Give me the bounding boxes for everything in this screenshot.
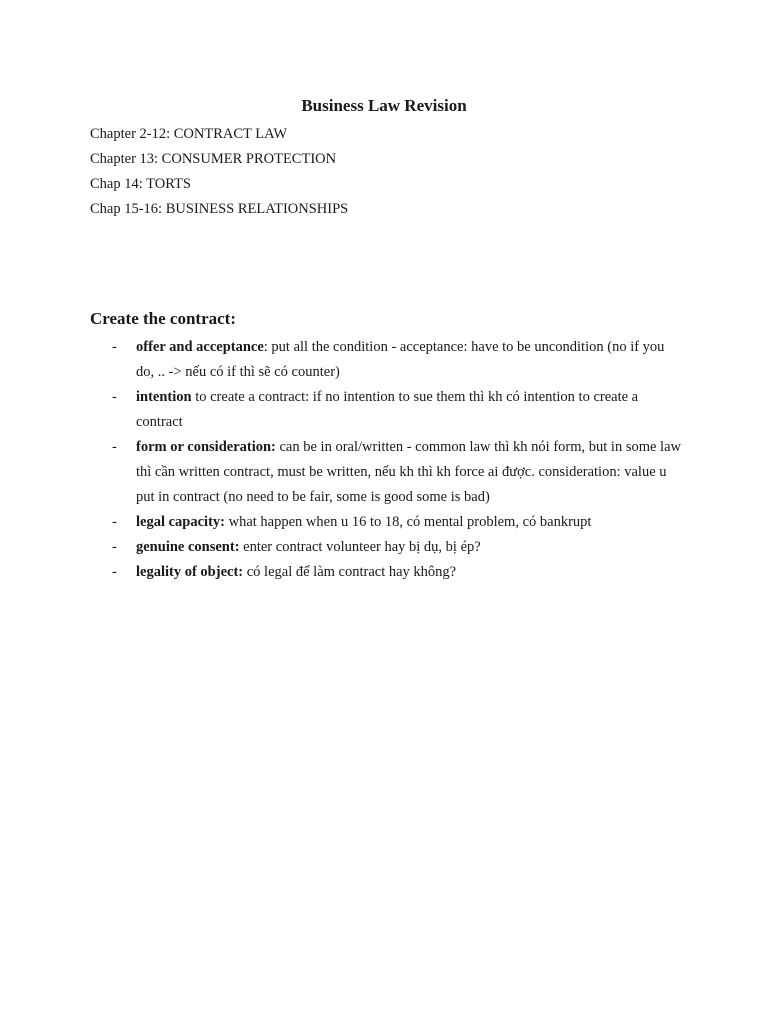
- list-item: [90, 535, 682, 560]
- chapter-line: Chap 14: TORTS: [90, 176, 191, 192]
- dash-bullet: -: [112, 339, 117, 355]
- section-heading: Create the contract:: [90, 309, 237, 328]
- chapter-line: Chap 15-16: BUSINESS RELATIONSHIPS: [90, 201, 349, 217]
- item-term: genuine consent:: [136, 539, 240, 555]
- item-text: có legal để làm contract hay không?: [243, 564, 457, 580]
- list-item: [90, 385, 682, 435]
- item-text: : put all the condition - acceptance: have to be uncondition (no if you do, .. -> nếu có if thì sẽ có counter): [136, 339, 665, 380]
- dash-bullet: -: [112, 539, 117, 555]
- dash-bullet: -: [112, 389, 117, 405]
- item-term: legal capacity:: [136, 514, 225, 530]
- list-item: [90, 335, 682, 385]
- list-item: [90, 560, 682, 585]
- list-item: [90, 510, 682, 535]
- item-text: what happen when u 16 to 18, có mental problem, có bankrupt: [225, 514, 592, 530]
- dash-bullet: -: [112, 564, 117, 580]
- item-term: intention: [136, 389, 192, 405]
- item-text: to create a contract: if no intention to sue them thì kh có intention to create a contract: [136, 389, 639, 430]
- bullet-list: [90, 335, 682, 585]
- item-term: offer and acceptance: [136, 339, 264, 355]
- item-term: legality of object:: [136, 564, 244, 580]
- document-title: Business Law Revision: [301, 96, 467, 115]
- item-text: can be in oral/written - common law thì kh nói form, but in some law thì cần written contract, must be written, nếu kh thì kh force ai được. consideration: value u put in contract (no need to be fair, some is good some is bad): [136, 439, 681, 505]
- dash-bullet: -: [112, 439, 117, 455]
- chapter-line: Chapter 13: CONSUMER PROTECTION: [90, 151, 337, 167]
- list-item: [90, 435, 682, 510]
- dash-bullet: -: [112, 514, 117, 530]
- chapter-list: [90, 122, 348, 222]
- item-text: enter contract volunteer hay bị dụ, bị ép?: [239, 539, 481, 555]
- item-term: form or consideration:: [136, 439, 276, 455]
- chapter-line: Chapter 2-12: CONTRACT LAW: [90, 126, 288, 142]
